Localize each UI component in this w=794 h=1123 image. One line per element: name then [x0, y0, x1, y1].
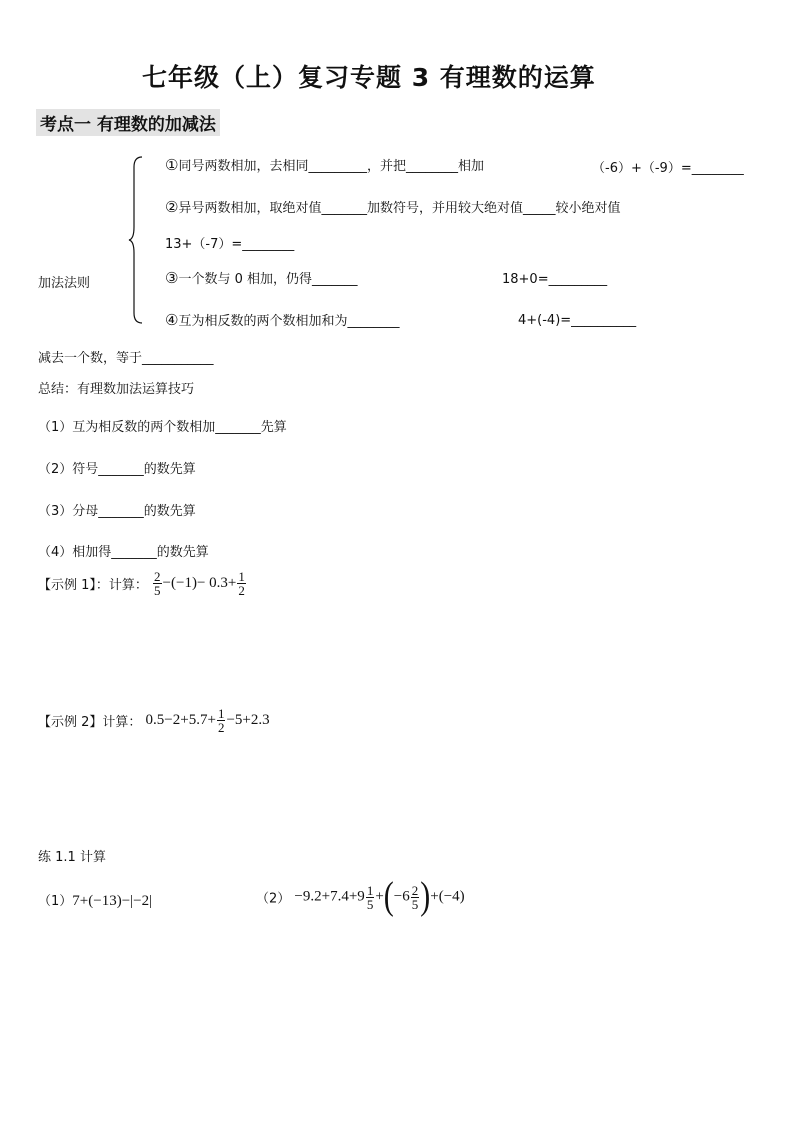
example-label: 【示例 1】：计算：	[38, 578, 148, 593]
expression: 0.5−2+5.7+	[145, 712, 216, 728]
practice-title: 练 1.1 计算	[38, 850, 106, 865]
expression: −5+2.3	[226, 712, 270, 728]
rule-3	[165, 268, 358, 287]
fraction: $\frac{1}{2}$	[238, 569, 245, 598]
subtraction-rule: 减去一个数，等于___________	[38, 351, 214, 366]
rule-number: ④	[165, 311, 179, 329]
rule-1	[165, 155, 484, 174]
tip-4: （4）相加得_______的数先算	[38, 545, 209, 560]
tip-1: （1）互为相反数的两个数相加_______先算	[38, 420, 287, 435]
rule-2-example: 13+（-7）=________	[165, 237, 295, 252]
question-label: （2）	[256, 891, 291, 907]
tip-3: （3）分母_______的数先算	[38, 504, 196, 519]
expression: 7+(−13)−|−2|	[72, 893, 153, 909]
rule-text: 异号两数相加，取绝对值_______加数符号，并用较大绝对值_____较小绝对值	[178, 201, 621, 216]
practice-question-1	[38, 890, 152, 910]
expression: +(−4)	[430, 888, 465, 905]
section-heading: 考点一 有理数的加减法	[36, 109, 220, 136]
expression: −6	[393, 888, 410, 905]
question-label: （1）	[38, 894, 73, 909]
rule-number: ②	[165, 198, 179, 216]
summary-title: 总结：有理数加法运算技巧	[38, 382, 195, 397]
fraction: $\frac{2}{5}$	[154, 569, 161, 598]
rule-number: ③	[165, 269, 179, 287]
example-label: 【示例 2】计算：	[38, 715, 142, 730]
right-paren: )	[420, 874, 431, 918]
fraction: $\frac{1}{2}$	[217, 706, 225, 735]
brace-icon	[128, 155, 144, 325]
page-title: 七年级（上）复习专题 3 有理数的运算	[142, 63, 596, 92]
example-1	[38, 570, 247, 597]
left-paren: (	[383, 874, 394, 918]
rule-number: ①	[165, 156, 179, 174]
rule-4	[165, 310, 399, 329]
expression: −(−1)− 0.3+	[162, 575, 237, 591]
example-2	[38, 707, 270, 734]
plus-sign: +	[375, 888, 384, 905]
rule-label: 加法法则	[38, 276, 91, 291]
fraction: $\frac{2}{5}$	[411, 882, 419, 912]
practice-question-2	[256, 874, 465, 918]
rule-2	[165, 197, 620, 216]
fraction: $\frac{1}{5}$	[366, 882, 374, 912]
rule-1-example: （-6）+（-9）=________	[592, 161, 744, 176]
rule-text: 同号两数相加，去相同_________，并把________相加	[178, 159, 484, 174]
rule-4-example: 4+(-4)=__________	[518, 313, 637, 328]
expression: −9.2+7.4+9	[294, 888, 365, 905]
rule-text: 一个数与 0 相加，仍得_______	[178, 272, 358, 287]
tip-2: （2）符号_______的数先算	[38, 462, 196, 477]
rule-text: 互为相反数的两个数相加和为________	[178, 314, 400, 329]
rule-3-example: 18+0=_________	[502, 272, 608, 287]
